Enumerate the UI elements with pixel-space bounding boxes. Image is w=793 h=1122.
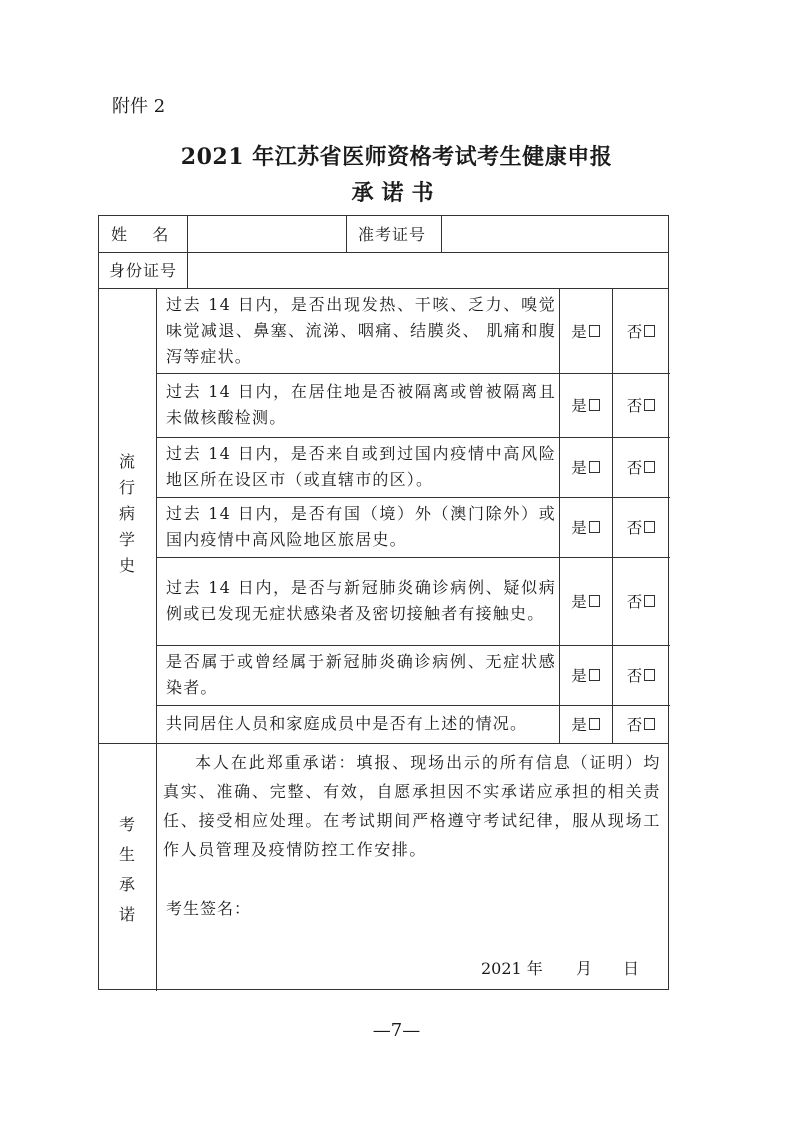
question-5: 过去 14 日内，是否与新冠肺炎确诊病例、疑似病例或已发现无症状感染者及密切接触者有接触史。 bbox=[166, 578, 556, 623]
yes-checkbox[interactable]: 是 bbox=[559, 645, 612, 705]
signature-label: 考生签名： bbox=[166, 899, 252, 918]
page-number: —7— bbox=[372, 1020, 421, 1041]
id-number-field[interactable] bbox=[188, 253, 670, 288]
declaration-form bbox=[98, 215, 669, 990]
no-checkbox[interactable]: 否 bbox=[613, 497, 669, 557]
col-divider bbox=[156, 288, 157, 991]
name-label: 姓 名 bbox=[111, 225, 170, 244]
yes-checkbox[interactable]: 是 bbox=[559, 557, 612, 645]
yes-checkbox[interactable]: 是 bbox=[559, 705, 612, 743]
no-checkbox[interactable]: 否 bbox=[613, 373, 669, 437]
name-field[interactable] bbox=[188, 216, 346, 252]
col-divider bbox=[346, 216, 347, 252]
question-4: 过去 14 日内，是否有国（境）外（澳门除外）或国内疫情中高风险地区旅居史。 bbox=[166, 504, 556, 549]
date-month: 月 bbox=[576, 959, 593, 978]
no-checkbox[interactable]: 否 bbox=[613, 288, 669, 373]
yes-checkbox[interactable]: 是 bbox=[559, 497, 612, 557]
row-divider bbox=[99, 743, 668, 744]
no-checkbox[interactable]: 否 bbox=[613, 705, 669, 743]
exam-number-label: 准考证号 bbox=[358, 225, 427, 244]
yes-checkbox[interactable]: 是 bbox=[559, 288, 612, 373]
attachment-label: 附件 2 bbox=[112, 96, 166, 117]
question-7: 共同居住人员和家庭成员中是否有上述的情况。 bbox=[166, 714, 528, 733]
question-1: 过去 14 日内，是否出现发热、干咳、乏力、嗅觉味觉减退、鼻塞、流涕、咽痛、结膜炎、 肌痛和腹泻等症状。 bbox=[166, 295, 556, 366]
yes-checkbox[interactable]: 是 bbox=[559, 437, 612, 497]
epidemiology-history-label: 流 行 病 学 史 bbox=[118, 452, 135, 575]
exam-number-field[interactable] bbox=[442, 216, 670, 252]
question-3: 过去 14 日内，是否来自或到过国内疫情中高风险地区所在设区市（或直辖市的区）。 bbox=[166, 444, 556, 489]
yes-checkbox[interactable]: 是 bbox=[559, 373, 612, 437]
question-6: 是否属于或曾经属于新冠肺炎确诊病例、无症状感染者。 bbox=[166, 652, 556, 697]
id-number-label: 身份证号 bbox=[109, 261, 178, 280]
question-2: 过去 14 日内，在居住地是否被隔离或曾被隔离且未做核酸检测。 bbox=[166, 382, 556, 427]
date-day: 日 bbox=[623, 959, 640, 978]
pledge-text: 本人在此郑重承诺：填报、现场出示的所有信息（证明）均真实、准确、完整、有效，自愿承担因不实承诺应承担的相关责任、接受相应处理。在考试期间严格遵守考试纪律，服从现场工作人员管理及疫情防控工作安排。 bbox=[163, 753, 661, 859]
no-checkbox[interactable]: 否 bbox=[613, 437, 669, 497]
date-year: 2021 年 bbox=[481, 959, 543, 978]
no-checkbox[interactable]: 否 bbox=[613, 645, 669, 705]
no-checkbox[interactable]: 否 bbox=[613, 557, 669, 645]
pledge-label: 考 生 承 诺 bbox=[118, 815, 135, 924]
document-title: 2021 年江苏省医师资格考试考生健康申报 bbox=[180, 144, 613, 170]
document-subtitle: 承诺书 bbox=[351, 180, 442, 206]
